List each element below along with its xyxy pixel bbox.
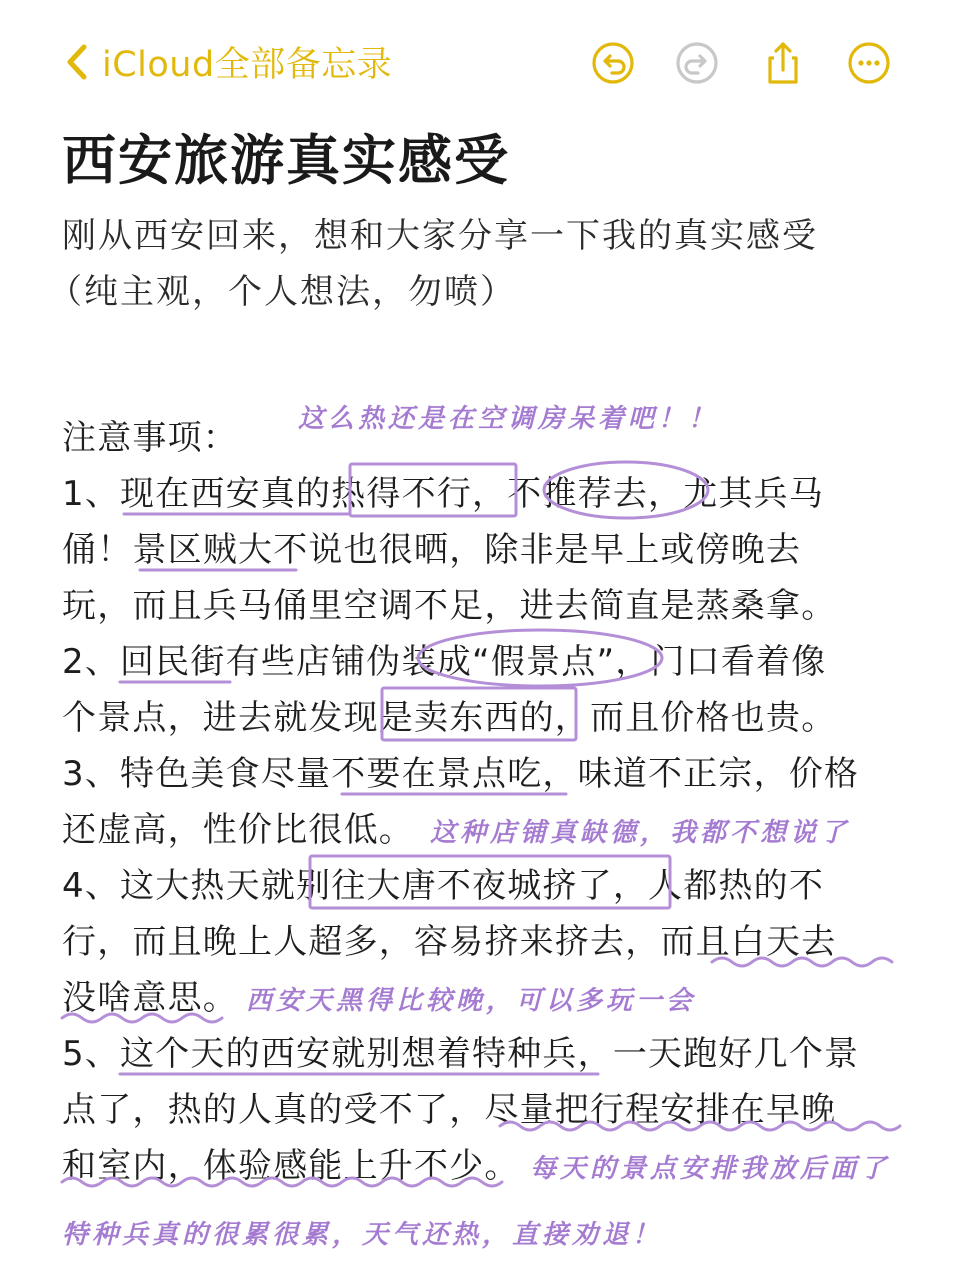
handwritten-note: 西安天黑得比较晚，可以多玩一会: [246, 986, 697, 1016]
handwritten-note: 这么热还是在空调房呆着吧！！: [298, 404, 719, 434]
body-line: 4、这大热天就别往大唐不夜城挤了，人都热的不: [62, 866, 825, 906]
undo-icon: [590, 40, 636, 86]
back-label: iCloud全部备忘录: [102, 45, 393, 85]
share-button[interactable]: [760, 40, 806, 86]
chevron-left-icon: [62, 41, 92, 83]
more-button[interactable]: [846, 40, 892, 86]
body-line: 个景点，进去就发现是卖东西的，而且价格也贵。: [62, 698, 837, 738]
body-line: 2、回民街有些店铺伪装成“假景点”，门口看着像: [62, 642, 827, 682]
body-line: 和室内，体验感能上升不少。: [62, 1146, 520, 1186]
note-intro: [48, 208, 922, 320]
back-button[interactable]: [62, 36, 392, 88]
body-line: 没啥意思。: [62, 978, 238, 1018]
body-line: 还虚高，性价比很低。: [62, 810, 414, 850]
body-line: 3、特色美食尽量不要在景点吃，味道不正宗，价格: [62, 754, 860, 794]
more-icon: [846, 40, 892, 86]
body-line: 1、现在西安真的热得不行，不推荐去，尤其兵马: [62, 474, 825, 514]
body-line: 点了，热的人真的受不了，尽量把行程安排在早晚: [62, 1090, 837, 1130]
navigation-bar: [0, 0, 960, 120]
handwritten-note: 这种店铺真缺德，我都不想说了: [430, 818, 851, 848]
redo-button[interactable]: [674, 40, 720, 86]
redo-icon: [674, 40, 720, 86]
intro-line: （纯主观，个人想法，勿喷）: [48, 272, 516, 312]
note-title: 西安旅游真实感受: [62, 129, 510, 192]
body-line: 俑！景区贼大不说也很晒，除非是早上或傍晚去: [62, 530, 802, 570]
undo-button[interactable]: [590, 40, 636, 86]
section-heading: 注意事项：: [62, 418, 238, 458]
body-line: 行，而且晚上人超多，容易挤来挤去，而且白天去: [62, 922, 837, 962]
body-line: 玩，而且兵马俑里空调不足，进去简直是蒸桑拿。: [62, 586, 837, 626]
handwritten-note: 每天的景点安排我放后面了: [530, 1154, 891, 1184]
intro-line: 刚从西安回来，想和大家分享一下我的真实感受: [62, 216, 818, 256]
handwritten-note: 特种兵真的很累很累，天气还热，直接劝退！: [62, 1220, 663, 1250]
body-line: 5、这个天的西安就别想着特种兵，一天跑好几个景: [62, 1034, 860, 1074]
share-icon: [760, 40, 806, 86]
